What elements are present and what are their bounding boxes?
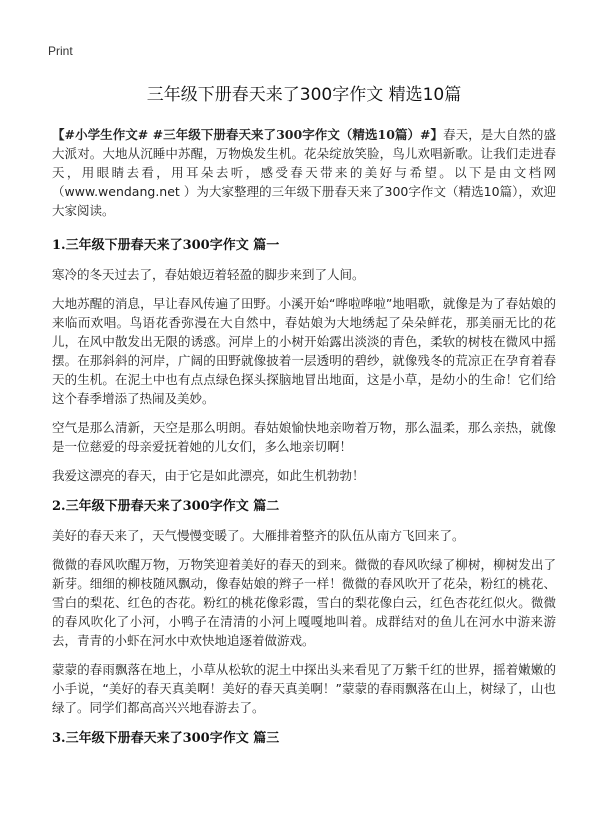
paragraph: 空气是那么清新，天空是那么明朗。春姑娘愉快地亲吻着万物，那么温柔，那么亲热，就像是一位慈爱的母亲爱抚着她的儿女们，多么地亲切啊！ bbox=[52, 420, 556, 454]
paragraph: 美好的春天来了，天气慢慢变暖了。大雁排着整齐的队伍从南方飞回来了。 bbox=[52, 528, 465, 543]
section-heading-3: 3.三年级下册春天来了300字作文 篇三 bbox=[52, 731, 280, 746]
paragraph: 微微的春风吹醒万物，万物笑迎着美好的春天的到来。微微的春风吹绿了柳树，柳树发出了新芽。细细的柳枝随风飘动，像春姑娘的辫子一样！微微的春风吹开了花朵，粉红的桃花、雪白的梨花、红色的杏花。粉红的桃花像彩霞，雪白的梨花像白云，红色杏花红似火。微微的春风吹化了小河，小鸭子在清清的小河上嘎嘎地叫着。成群结对的鱼儿在河水中游来游去，青青的小虾在河水中欢快地追逐着做游戏。 bbox=[52, 557, 556, 648]
paragraph: 寒冷的冬天过去了，春姑娘迈着轻盈的脚步来到了人间。 bbox=[52, 267, 365, 282]
intro-text: 春天，是大自然的盛大派对。大地从沉睡中苏醒，万物焕发生机。花朵绽放笑脸，鸟儿欢唱新歌。让我们走进春天，用眼睛去看，用耳朵去听，感受春天带来的美好与希望。以下是由文档网（www.wendang.net ）为大家整理的三年级下册春天来了300字作文（精选10篇），欢迎大家阅读。 bbox=[52, 127, 556, 218]
paragraph: 我爱这漂亮的春天，由于它是如此漂亮，如此生机勃勃！ bbox=[52, 468, 365, 483]
page-title: 三年级下册春天来了300字作文 精选10篇 bbox=[146, 85, 462, 105]
section-heading-1: 1.三年级下册春天来了300字作文 篇一 bbox=[52, 238, 280, 253]
intro-paragraph bbox=[52, 125, 556, 220]
section-heading-2: 2.三年级下册春天来了300字作文 篇二 bbox=[52, 499, 280, 514]
intro-tag: 【#小学生作文# #三年级下册春天来了300字作文（精选10篇）#】 bbox=[52, 127, 444, 142]
print-label: Print bbox=[48, 44, 73, 58]
paragraph: 大地苏醒的消息，早让春风传遍了田野。小溪开始“哗啦哗啦”地唱歌，就像是为了春姑娘的来临而欢唱。鸟语花香弥漫在大自然中，春姑娘为大地绣起了朵朵鲜花，那美丽无比的花儿，在风中散发出无限的诱惑。河岸上的小树开始露出淡淡的青色，柔软的树枝在微风中摇摆。在那斜斜的河岸，广阔的田野就像披着一层透明的碧纱，就像残冬的荒凉正在孕育着春天的生机。在泥土中也有点点绿色探头探脑地冒出地面，这是小草，是幼小的生命！它们给这个春季增添了热闹及美妙。 bbox=[52, 296, 556, 406]
paragraph: 蒙蒙的春雨飘落在地上，小草从松软的泥土中探出头来看见了万紫千红的世界，摇着嫩嫩的小手说，“美好的春天真美啊！美好的春天真美啊！”蒙蒙的春雨飘落在山上，树绿了，山也绿了。同学们都高高兴兴地春游去了。 bbox=[52, 662, 556, 715]
